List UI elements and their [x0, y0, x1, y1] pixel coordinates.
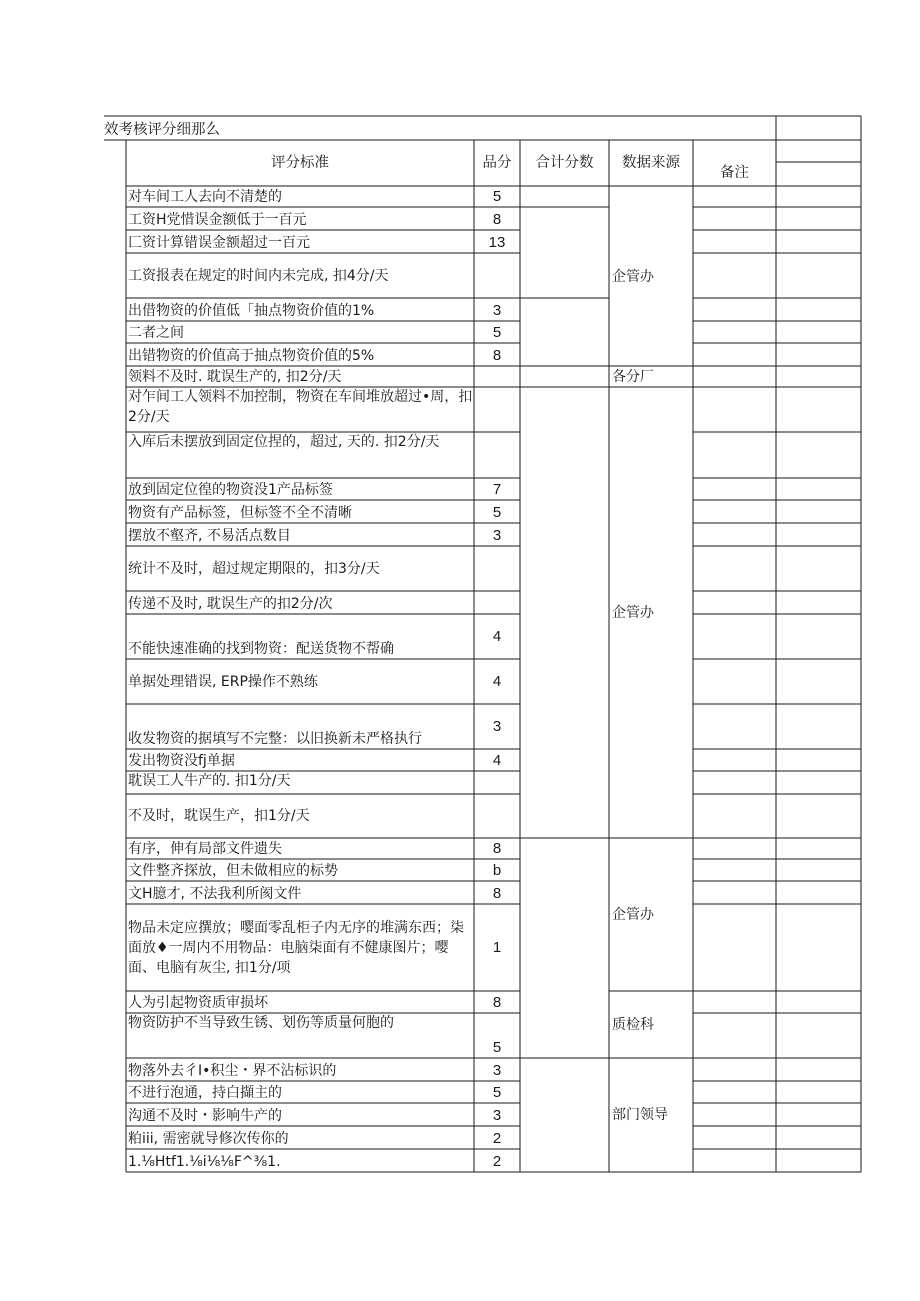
- score-cell: 2: [492, 1130, 502, 1147]
- criteria-cell: 沟通不及时・影响牛产的: [128, 1108, 282, 1124]
- score-cell: [474, 432, 520, 478]
- score-cell: 4: [492, 752, 502, 769]
- criteria-cell: 发出物资没fj单据: [128, 753, 235, 769]
- criteria-cell: 传递不及时, 耽误生产的扣2分/次: [128, 596, 333, 612]
- score-cell: 3: [492, 527, 502, 544]
- criteria-cell: 不及时，耽误生产，扣1分/天: [128, 808, 310, 824]
- score-cell: 4: [492, 672, 502, 690]
- criteria-cell: 耽误工人牛产的. 扣1分/天: [128, 773, 291, 789]
- criteria-cell: 不进行泡通，持白擷主的: [128, 1085, 282, 1101]
- criteria-cell: 工资H党惜误金额低于一百元: [128, 212, 307, 228]
- source-cell: 企管办: [612, 906, 654, 923]
- score-cell: 8: [492, 211, 502, 228]
- criteria-cell: 物资有产品标签，但标签不全不清晰: [128, 505, 352, 521]
- criteria-cell: 放到固定位徨的物资没1产品标签: [128, 482, 333, 498]
- criteria-cell: 统计不及时，超过规定期限的，扣3分/天: [128, 560, 380, 577]
- criteria-cell: 出借物资的价值低「抽点物资价值的1%: [128, 303, 375, 319]
- criteria-cell: 收发物资的据填写不完整：以旧换新未严格执行: [128, 731, 422, 747]
- score-cell: [474, 253, 520, 298]
- header-remark: 备注: [720, 165, 749, 181]
- header-criteria: 评分标准: [271, 155, 329, 171]
- score-cell: b: [492, 862, 502, 879]
- score-cell: 3: [492, 1062, 502, 1079]
- score-cell: [474, 387, 520, 432]
- score-cell: [474, 794, 520, 838]
- score-cell: 13: [488, 234, 506, 251]
- score-cell: 8: [492, 347, 502, 364]
- score-cell: [474, 591, 520, 614]
- source-cell: 各分厂: [612, 368, 654, 385]
- criteria-cell: 不能快速准确的找到物资：配送货物不帮确: [128, 641, 394, 657]
- criteria-cell: 工资报表在规定的时间内未完成, 扣4分/天: [128, 267, 389, 284]
- score-cell: 3: [492, 717, 502, 735]
- header-total: 合计分数: [535, 155, 594, 171]
- score-cell: 3: [492, 1107, 502, 1124]
- source-cell: 质检科: [612, 1016, 654, 1033]
- score-cell: 8: [492, 885, 502, 902]
- source-cell: 部门领导: [612, 1107, 668, 1123]
- score-cell: [474, 771, 520, 794]
- criteria-cell: 文H臆才, 不法我利所阂文件: [128, 886, 302, 902]
- score-cell: [474, 546, 520, 591]
- score-cell: 8: [492, 840, 502, 857]
- criteria-cell: 对乍间工人领料不加控制，物资在车间堆放超过•周，扣2分/天: [128, 389, 473, 425]
- table-title: 效考核评分细那么: [104, 122, 220, 138]
- criteria-cell: 摆放不壑齐, 不易活点数目: [128, 528, 291, 544]
- criteria-cell: 1.⅛Htf1.⅛i⅛⅛F^⅜1.: [128, 1154, 281, 1170]
- header-source: 数据来源: [622, 155, 680, 171]
- criteria-cell: 物品未定应撰放；嘤面零乱柜子内无序的堆满东西；柒面放♦一周内不用物品：电脑柒面有不健康图片；嘤面、电脑有灰尘, 扣1分/项: [128, 919, 464, 976]
- score-cell: [474, 366, 520, 387]
- criteria-cell: 单据处理错误, ERP操作不熟练: [128, 673, 318, 690]
- score-cell: 7: [492, 481, 502, 498]
- score-cell: 5: [492, 1039, 502, 1056]
- score-cell: 8: [492, 994, 502, 1011]
- criteria-cell: 匚资计算错误金额超过一百元: [128, 235, 310, 251]
- score-cell: 3: [492, 302, 502, 319]
- criteria-cell: 物落外去彳I•积尘・界不沾标识的: [128, 1063, 337, 1079]
- criteria-cell: 人为引起物资质审损坏: [128, 995, 268, 1011]
- source-cell: 企管办: [612, 268, 654, 285]
- criteria-cell: 对车间工人去向不清楚的: [128, 189, 282, 205]
- criteria-cell: 二者之间: [128, 325, 184, 341]
- score-cell: 5: [492, 504, 502, 521]
- score-cell: 5: [492, 324, 502, 341]
- score-cell: 5: [492, 188, 502, 205]
- criteria-cell: 文件整齐探放，但未做相应的标势: [128, 863, 338, 879]
- score-cell: 5: [492, 1084, 502, 1101]
- criteria-cell: 入库后未摆放到固定位捏的，超过, 天的. 扣2分/天: [128, 434, 440, 450]
- criteria-cell: 出错物资的价值高于抽点物资价值的5%: [128, 348, 375, 364]
- header-score: 品分: [482, 155, 512, 171]
- criteria-cell: 有序，伸有局部文件遗失: [128, 841, 282, 857]
- source-cell: 企管办: [612, 604, 654, 621]
- score-cell: 2: [492, 1153, 502, 1170]
- criteria-cell: 物资防护不当导致生锈、划伤等质量何胞的: [128, 1015, 394, 1031]
- score-cell: 4: [492, 627, 502, 645]
- criteria-cell: 领料不及时. 耽误生产的, 扣2分/天: [128, 369, 342, 385]
- criteria-cell: 粕iii, 需密就导修次传你的: [128, 1131, 289, 1147]
- score-cell: 1: [492, 938, 502, 956]
